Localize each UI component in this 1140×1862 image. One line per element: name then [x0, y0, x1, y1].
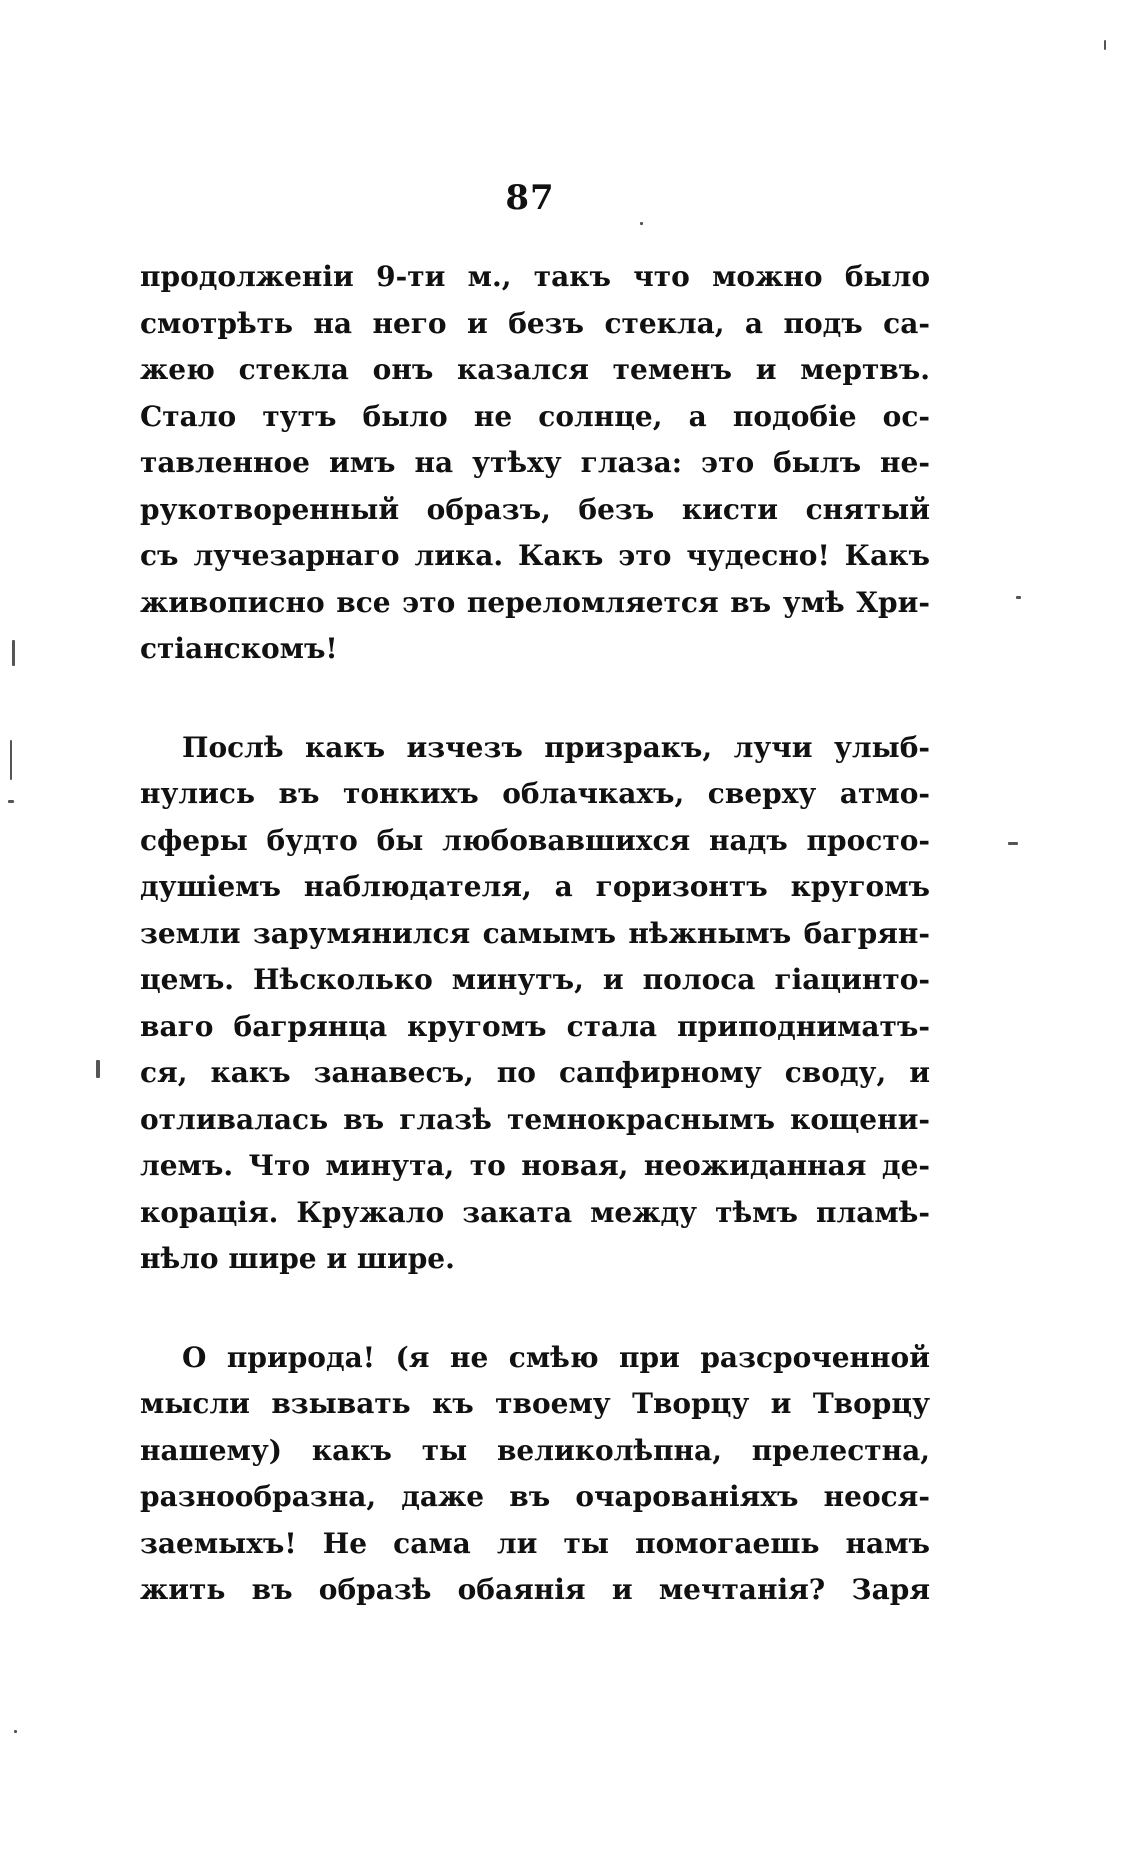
text-line: тавленное имъ на утѣху глаза: это былъ не-: [140, 446, 930, 479]
text-line: смотрѣть на него и безъ стекла, а подъ са-: [140, 306, 930, 340]
paragraph-2: [140, 725, 930, 1283]
text-line: Послѣ какъ изчезъ призракъ, лучи улыб-: [182, 730, 930, 764]
scan-mark: [12, 640, 15, 666]
text-line: рукотворенный образъ, безъ кисти снятый: [140, 492, 930, 526]
scan-mark: [1104, 40, 1106, 50]
paragraph-1: [140, 254, 930, 673]
text-line: корацiя. Кружало заката между тѣмъ пламѣ-: [140, 1195, 930, 1229]
scan-mark: [8, 800, 14, 803]
body-text: [140, 254, 930, 1614]
text-line: Стало тутъ было не солнце, а подобiе ос-: [140, 399, 930, 433]
text-line: душiемъ наблюдателя, а горизонтъ кругомъ: [140, 870, 930, 903]
text-line: продолженiи 9-ти м., такъ что можно было: [140, 260, 930, 293]
scan-mark: [96, 1060, 100, 1078]
scan-mark: [640, 222, 643, 225]
scan-mark: [1016, 596, 1021, 599]
text-line: лемъ. Что минута, то новая, неожиданная де-: [140, 1149, 930, 1182]
text-line: заемыхъ! Не сама ли ты помогаешь намъ: [140, 1526, 930, 1560]
text-line: нашему) какъ ты великолѣпна, прелестна,: [140, 1433, 930, 1467]
text-line: О природа! (я не смѣю при разсроченной: [182, 1340, 930, 1374]
text-line: нѣло шире и шире.: [140, 1242, 455, 1275]
text-line: ваго багрянца кругомъ стала приподниматъ-: [140, 1009, 930, 1043]
text-line: сферы будто бы любовавшихся надъ просто-: [140, 823, 930, 857]
text-line: жею стекла онъ казался теменъ и мертвъ.: [140, 353, 930, 386]
text-line: ся, какъ занавесъ, по сапфирному своду, и: [140, 1056, 930, 1089]
text-line: стiанскомъ!: [140, 632, 338, 665]
text-line: отливалась въ глазѣ темнокраснымъ кощени-: [140, 1102, 930, 1136]
text-line: земли зарумянился самымъ нѣжнымъ багрян-: [140, 916, 930, 950]
paragraph-3: [140, 1335, 930, 1614]
scan-mark: [10, 740, 12, 780]
text-line: живописно все это переломляется въ умѣ Хри-: [140, 585, 930, 619]
text-line: мысли взывать къ твоему Творцу и Творцу: [140, 1387, 930, 1420]
scan-mark: [14, 1730, 17, 1733]
text-line: цемъ. Нѣсколько минутъ, и полоса гiацинто-: [140, 963, 930, 996]
page-number: 87: [505, 178, 555, 218]
scan-mark: [1008, 842, 1018, 845]
text-line: разнообразна, даже въ очарованiяхъ неося-: [140, 1480, 930, 1513]
text-line: съ лучезарнаго лика. Какъ это чудесно! Какъ: [140, 539, 930, 572]
text-line: нулись въ тонкихъ облачкахъ, сверху атмо-: [140, 777, 930, 810]
text-line: жить въ образѣ обаянiя и мечтанiя? Заря: [140, 1573, 930, 1606]
